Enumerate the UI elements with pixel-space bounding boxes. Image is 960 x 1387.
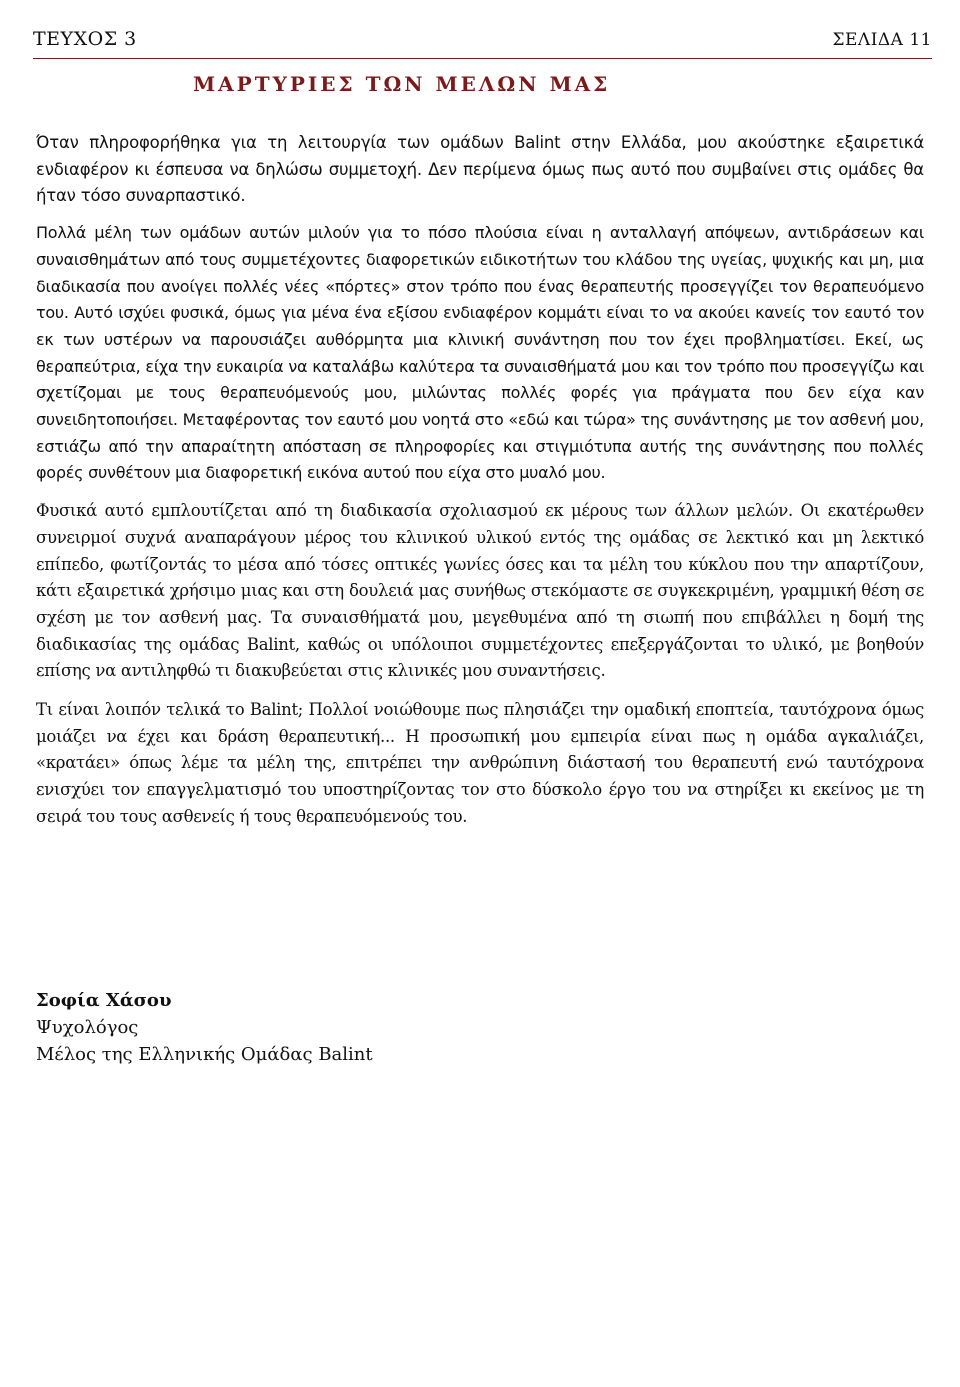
- section-title: ΜΑΡΤΥΡΙΕΣ ΤΩΝ ΜΕΛΩΝ ΜΑΣ: [193, 72, 611, 96]
- page-number: ΣΕΛΙΔΑ 11: [832, 30, 932, 50]
- article-body: [36, 130, 924, 831]
- page-header: [33, 28, 932, 59]
- issue-number: ΤΕΥΧΟΣ 3: [33, 28, 137, 50]
- author-signature: [36, 987, 373, 1068]
- author-role: Ψυχολόγος: [36, 1017, 139, 1038]
- paragraph-3: Φυσικά αυτό εμπλουτίζεται από τη διαδικασία σχολιασμού εκ μέρους των άλλων μελών. Οι εκατέρωθεν συνειρμοί συχνά αναπαράγουν μέρος του κλινικού υλικού εντός της ομάδας σε λεκτικό και μη λεκτικό επίπεδο, φωτίζοντάς το μέσα από τόσες οπτικές γωνίες όσες και τα μέλη του κύκλου που την απαρτίζουν, κάτι εξαιρετικά χρήσιμο μιας και στη δουλειά μας συνήθως στεκόμαστε σε συγκεκριμένη, γραμμική θέση σε σχέση με τον ασθενή μας. Τα συναισθήματά μου, μεγεθυμένα από τη σιωπή που επιβάλλει η δομή της διαδικασίας της ομάδας Balint, καθώς οι υπόλοιποι συμμετέχοντες επεξεργάζονται το υλικό, με βοηθούν επίσης να αντιληφθώ τι διακυβεύεται στις κλινικές μου συναντήσεις.: [36, 501, 924, 681]
- paragraph-4: Τι είναι λοιπόν τελικά το Balint; Πολλοί νοιώθουμε πως πλησιάζει την ομαδική εποπτεία, ταυτόχρονα όμως μοιάζει να έχει και δράση θεραπευτική... Η προσωπική μου εμπειρία είναι πως η ομάδα αγκαλιάζει, «κρατάει» όπως λέμε τα μέλη της, επιτρέπει την ανθρώπινη διάστασή του θεραπευτή ενώ ταυτόχρονα ενισχύει τον επαγγελματισμό του υποστηρίζοντας τον στο δύσκολο έργο του να στηρίξει κι εκείνος με τη σειρά του τους ασθενείς ή τους θεραπευόμενούς του.: [36, 700, 924, 826]
- paragraph-1: Όταν πληροφορήθηκα για τη λειτουργία των ομάδων Balint στην Ελλάδα, μου ακούστηκε εξαιρετικά ενδιαφέρον κι έσπευσα να δηλώσω συμμετοχή. Δεν περίμενα όμως πως αυτό που συμβαίνει στις ομάδες θα ήταν τόσο συναρπαστικό.: [36, 133, 924, 206]
- author-name: Σοφία Χάσου: [36, 990, 172, 1011]
- paragraph-2: Πολλά μέλη των ομάδων αυτών μιλούν για το πόσο πλούσια είναι η ανταλλαγή απόψεων, αντιδράσεων και συναισθημάτων από τους συμμετέχοντες διαφορετικών ειδικοτήτων του κλάδου της υγείας, ψυχικής και μη, μια διαδικασία που ανοίγει πολλές νέες «πόρτες» στον τρόπο που ένας θεραπευτής προσεγγίζει τον θεραπευόμενο του. Αυτό ισχύει φυσικά, όμως για μένα ένα εξίσου ενδιαφέρον κομμάτι είναι το να ακούει κανείς τον εαυτό τον εκ των υστέρων να παρουσιάζει αυθόρμητα μια κλινική συνάντηση που τον έχει προβληματίσει. Εκεί, ως θεραπεύτρια, είχα την ευκαιρία να καταλάβω καλύτερα τα συναισθήματά μου και τον τρόπο που προσεγγίζω και σχετίζομαι με τους θεραπευόμενούς μου, μιλώντας πολλές φορές για πράγματα που δεν είχα καν συνειδητοποιήσει. Μεταφέροντας τον εαυτό μου νοητά στο «εδώ και τώρα» της συνάντησης με τον ασθενή μου, εστιάζω από την απαραίτητη απόσταση σε πληροφορίες και στιγμιότυπα αυτής της συνάντησης που πολλές φορές συνθέτουν μια διαφορετική εικόνα αυτού που είχα στο μυαλό μου.: [36, 223, 924, 483]
- author-affiliation: Μέλος της Ελληνικής Ομάδας Balint: [36, 1044, 373, 1065]
